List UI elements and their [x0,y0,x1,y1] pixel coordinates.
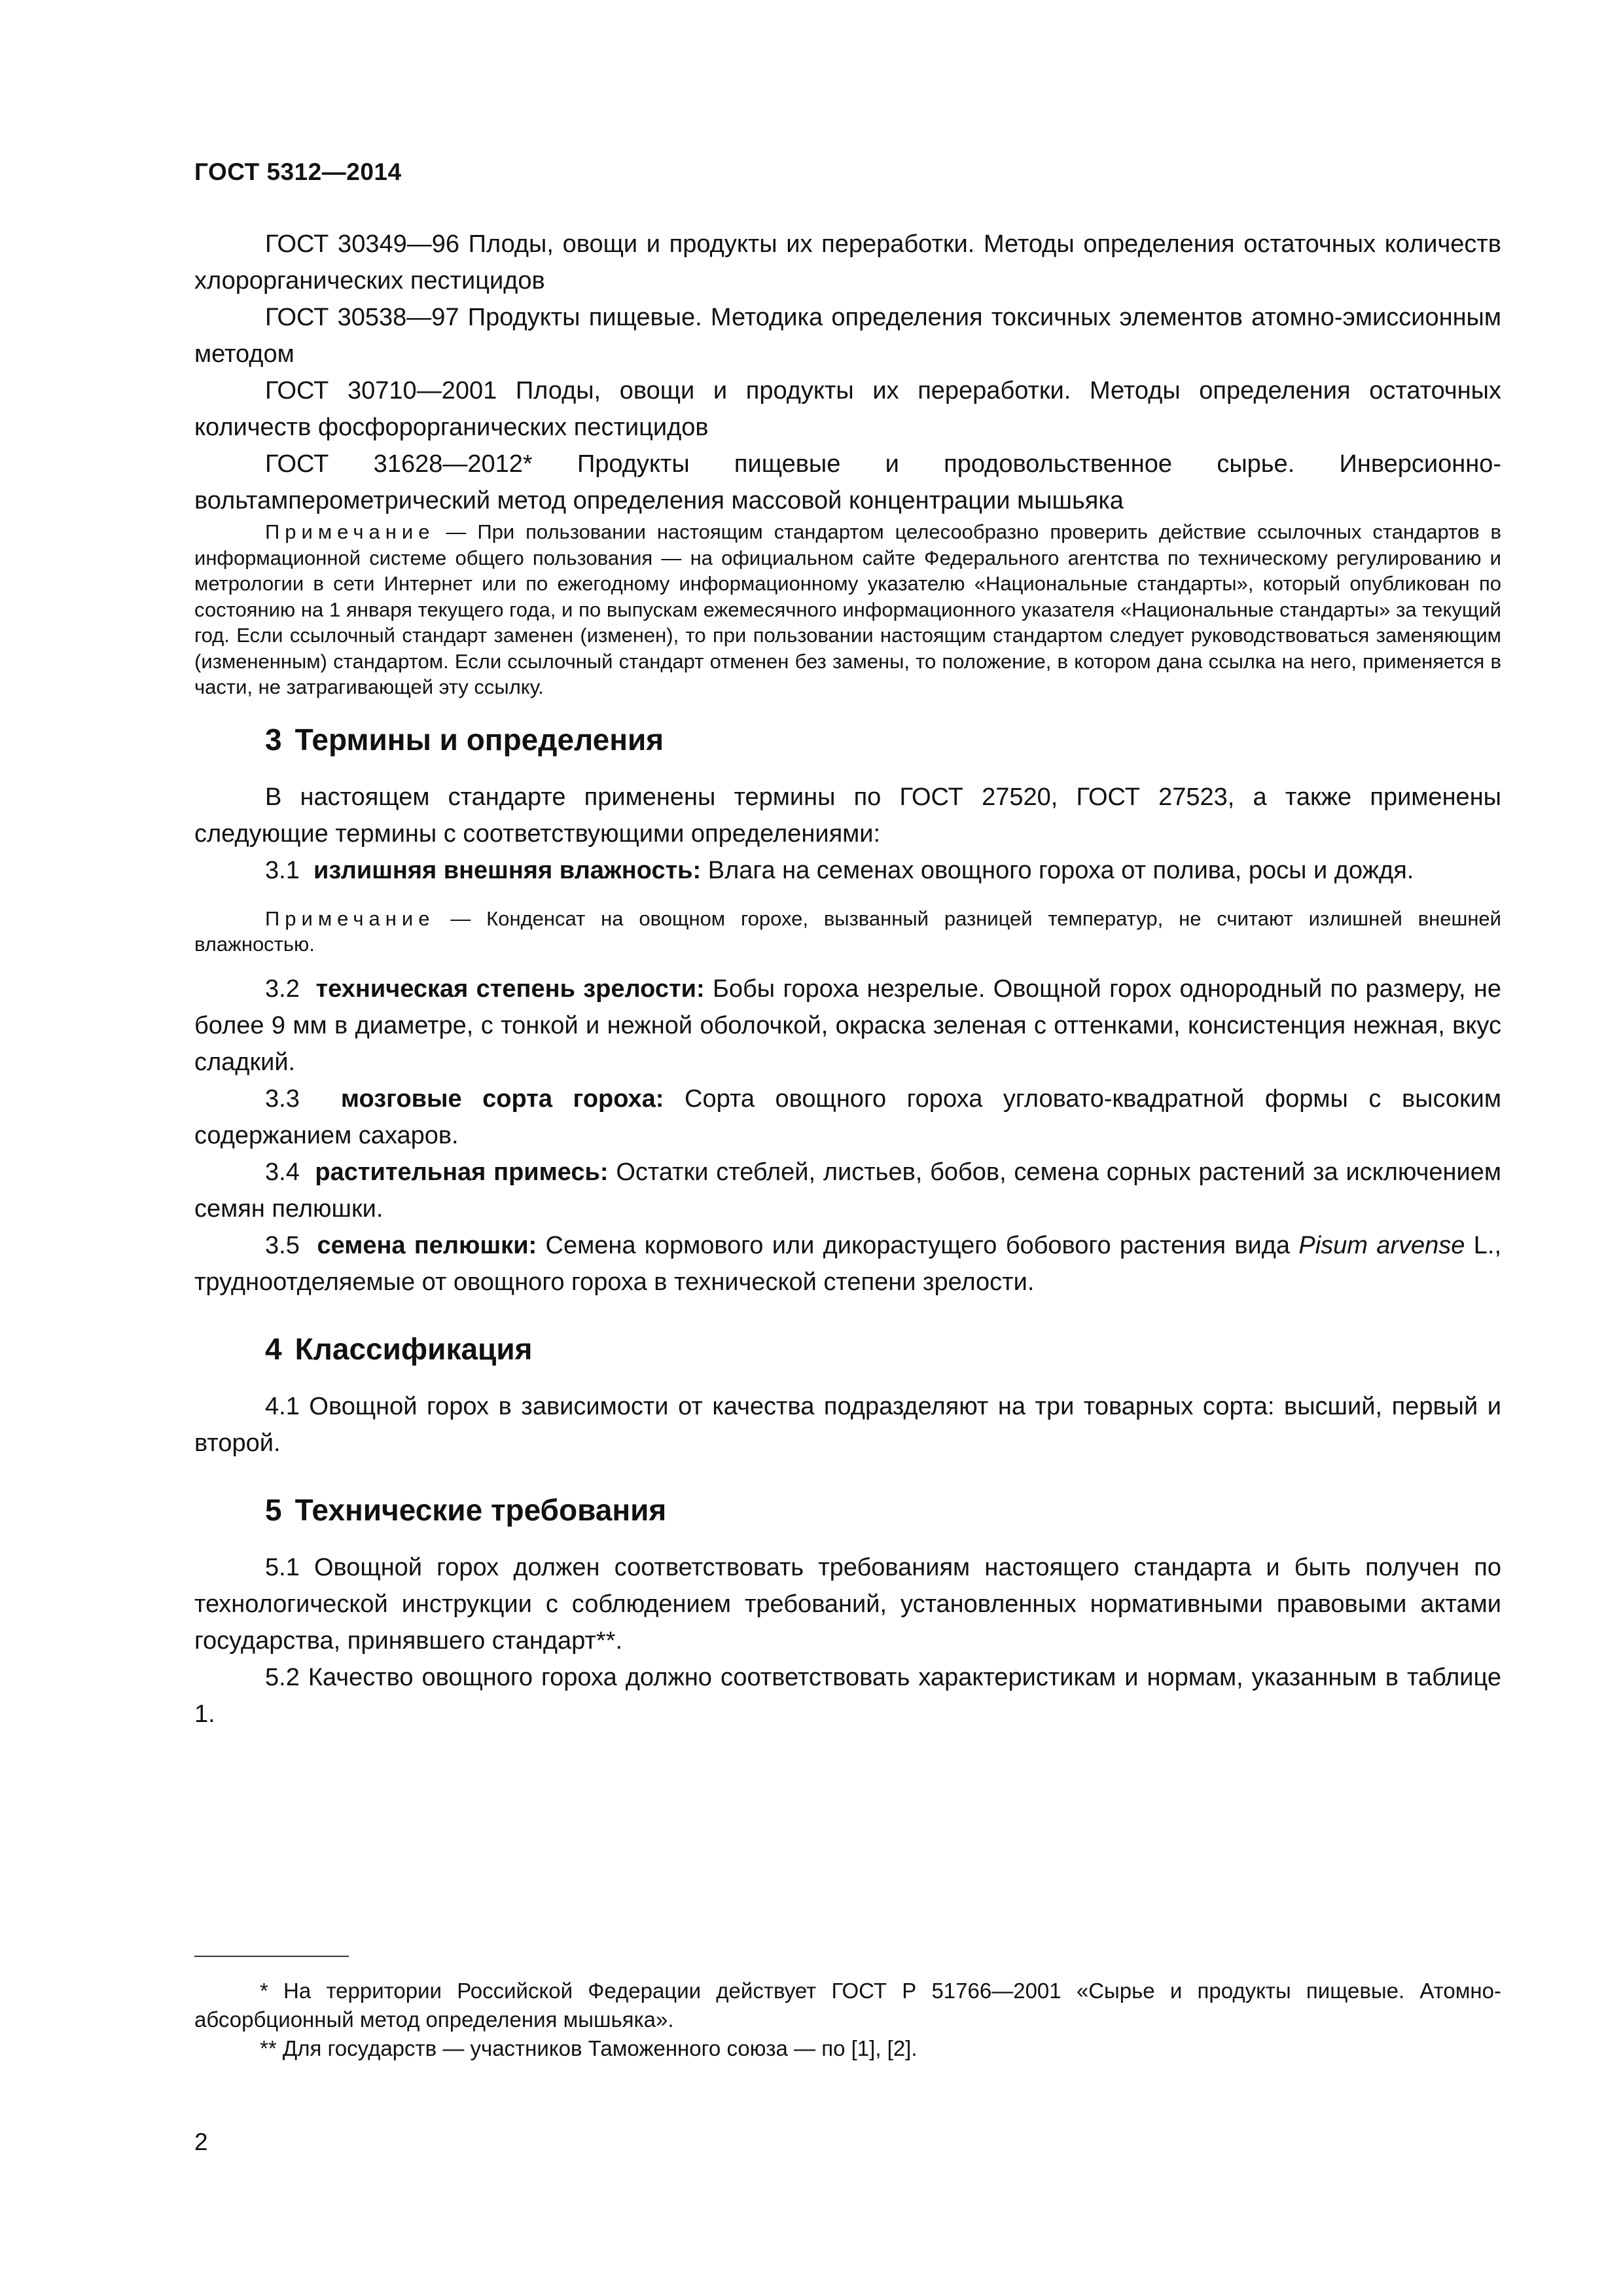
page-number: 2 [194,2128,208,2155]
note-label: Примечание [265,520,435,543]
term-text: L., трудноотделяемые от овощного гороха в технической степени зрелости. [194,1231,1502,1296]
term-definition [194,1081,1501,1154]
term-text: Влага на семенах овощного гороха от полива, росы и дождя. [701,856,1414,884]
note-paragraph [194,519,1501,700]
section-heading [194,1329,1501,1369]
term-text: Семена кормового или дикорастущего бобового растения вида [537,1231,1299,1259]
term-name: излишняя внешняя влажность: [313,856,702,884]
footnote: * На территории Российской Федерации действует ГОСТ Р 51766—2001 «Сырье и продукты пищевые. Атомно-абсорбционный метод определения мышьяка». [194,1979,1501,2032]
note-paragraph [194,906,1501,958]
section-number: 4 [265,1331,282,1366]
clause-number: 3.1 [265,856,300,884]
term-name: мозговые сорта гороха: [340,1085,664,1113]
paragraph: 4.1 Овощной горох в зависимости от качества подразделяют на три товарных сорта: высший, первый и второй. [194,1392,1501,1457]
section-title: Классификация [294,1331,533,1366]
page-header-standard-id: ГОСТ 5312—2014 [194,158,402,185]
term-definition [194,971,1501,1081]
clause-number: 3.4 [265,1158,300,1186]
normative-reference: ГОСТ 30710—2001 Плоды, овощи и продукты их переработки. Методы определения остаточных количеств фосфорорганических пестицидов [194,377,1501,441]
clause-number: 3.2 [265,975,300,1003]
paragraph: В настоящем стандарте применены термины по ГОСТ 27520, ГОСТ 27523, а также применены следующие термины с соответствующими определениями: [194,783,1501,848]
term-name: семена пелюшки: [317,1231,537,1259]
section-title: Термины и определения [294,722,664,757]
normative-reference: ГОСТ 30538—97 Продукты пищевые. Методика определения токсичных элементов атомно-эмиссионным методом [194,304,1501,368]
page-body [194,226,1501,1732]
section-number: 5 [265,1492,282,1527]
note-text: — При пользовании настоящим стандартом целесообразно проверить действие ссылочных стандартов в информационной системе общего пользования — на официальном сайте Федерального агентства по техническому регулированию и метрологии в сети Интернет или по ежегодному информационному указателю «Национальные стандарты», который опубликован по состоянию на 1 января текущего года, и по выпускам ежемесячного информационного указателя «Национальные стандарты» за текущий год. Если ссылочный стандарт заменен (изменен), то при пользовании настоящим стандартом следует руководствоваться заменяющим (измененным) стандартом. Если ссылочный стандарт отменен без замены, то положение, в котором дана ссылка на него, применяется в части, не затрагивающей эту ссылку. [194,520,1501,698]
latin-species-name: Pisum arvense [1298,1231,1465,1259]
term-name: техническая степень зрелости: [315,975,705,1003]
note-label: Примечание [265,906,435,930]
section-heading [194,720,1501,759]
section-title: Технические требования [294,1492,667,1527]
footnotes [194,1977,1501,2063]
term-definition [194,852,1501,889]
normative-reference: ГОСТ 31628—2012* Продукты пищевые и продовольственное сырье. Инверсионно-вольтамперометрический метод определения массовой концентрации мышьяка [194,450,1501,514]
term-definition [194,1154,1501,1227]
term-definition [194,1227,1501,1300]
term-name: растительная примесь: [315,1158,609,1186]
footnote: ** Для государств — участников Таможенного союза — по [1], [2]. [260,2036,918,2060]
term-text: Бобы гороха незрелые. Овощной горох однородный по размеру, не более 9 мм в диаметре, с тонкой и нежной оболочкой, окраска зеленая с оттенками, консистенция нежная, вкус сладкий. [194,975,1501,1076]
paragraph: 5.2 Качество овощного гороха должно соответствовать характеристикам и нормам, указанным в таблице 1. [194,1663,1501,1728]
note-text: — Конденсат на овощном горохе, вызванный разницей температур, не считают излишней внешней влажностью. [194,906,1501,956]
normative-reference: ГОСТ 30349—96 Плоды, овощи и продукты их переработки. Методы определения остаточных количеств хлорорганических пестицидов [194,230,1501,295]
term-text: Сорта овощного гороха угловато-квадратной формы с высоким содержанием сахаров. [194,1085,1501,1149]
footnote-separator [194,1956,349,1957]
term-text: Остатки стеблей, листьев, бобов, семена сорных растений за исключением семян пелюшки. [194,1158,1501,1223]
section-heading [194,1490,1501,1530]
section-number: 3 [265,722,282,757]
paragraph: 5.1 Овощной горох должен соответствовать требованиям настоящего стандарта и быть получен по технологической инструкции с соблюдением требований, установленных нормативными правовыми актами государства, принявшего стандарт**. [194,1553,1501,1655]
clause-number: 3.5 [265,1231,300,1259]
clause-number: 3.3 [265,1085,300,1113]
